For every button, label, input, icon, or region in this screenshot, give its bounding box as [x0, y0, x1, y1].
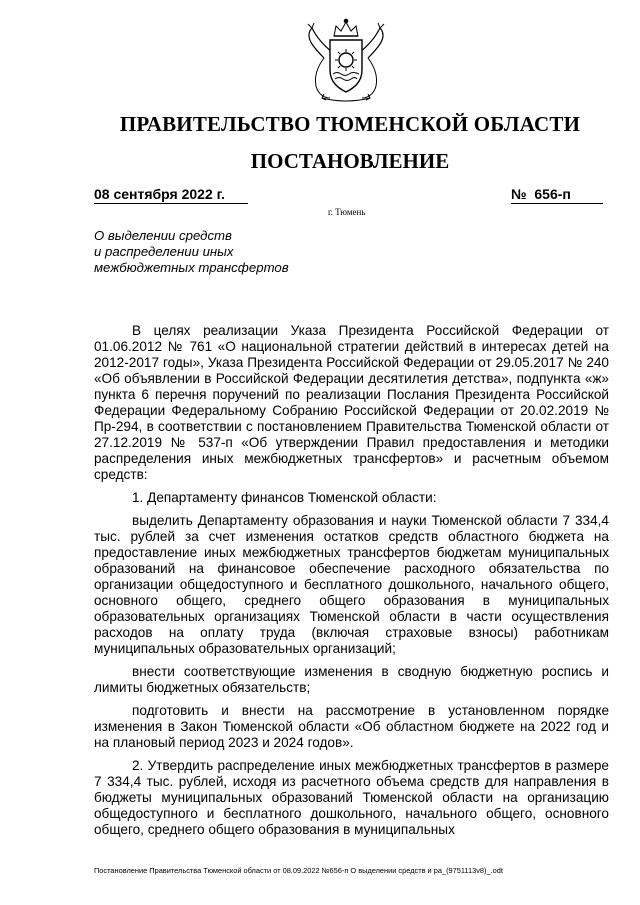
document-footer: Постановление Правительства Тюменской области от 08.09.2022 №656-п О выделении средств и ра_(9751113v8)_.odt: [94, 866, 503, 875]
preamble-paragraph: В целях реализации Указа Президента Российской Федерации от 01.06.2012 № 761 «О национальной стратегии действий в интересах детей на 2012-2017 годы», Указа Президента Российской Федерации от 29.05.2017 № 240 «Об объявлении в Российской Федерации десятилетия детства», подпункта «ж» пункта 6 перечня поручений по реализации Послания Президента Российской Федерации Федеральному Собранию Российской Федерации от 20.02.2019 № Пр-294, в соответствии с постановлением Правительства Тюменской области от 27.12.2019 № 537-п «Об утверждении Правил предоставления и методики распределения иных межбюджетных трансфертов» и расчетным объемом средств:: [94, 323, 609, 482]
number-sign: №: [511, 186, 527, 202]
document-number: [511, 186, 571, 202]
document-subject: [94, 228, 289, 276]
clause-1-prepare: подготовить и внести на рассмотрение в установленном порядке изменения в Закон Тюменской области «Об областном бюджете на 2022 год и на плановый период 2023 и 2024 годов».: [94, 703, 609, 750]
coat-of-arms-icon: [294, 14, 398, 104]
clause-1-amend: внести соответствующие изменения в сводную бюджетную роспись и лимиты бюджетных обязательств;: [94, 664, 609, 695]
clause-1: 1. Департаменту финансов Тюменской области:: [132, 490, 437, 505]
document-date: 08 сентября 2022 г.: [94, 186, 225, 202]
date-underline: [94, 203, 248, 204]
number-underline: [511, 203, 603, 204]
city-name: г. Тюмень: [328, 207, 366, 217]
document-type: ПОСТАНОВЛЕНИЕ: [250, 149, 450, 173]
subject-line: межбюджетных трансфертов: [94, 260, 289, 275]
subject-line: О выделении средств: [94, 228, 232, 243]
document-body: [94, 323, 609, 838]
clause-2: 2. Утвердить распределение иных межбюджетных трансфертов в размере 7 334,4 тыс. рублей, исходя из расчетного объема средств для направления в бюджеты муниципальных образований Тюменской области на организацию общедоступного и бесплатного дошкольного, начального общего, основного общего, среднего общего образования в муниципальных: [94, 758, 609, 837]
number-value: 656-п: [534, 186, 571, 202]
clause-1-allocate: выделить Департаменту образования и науки Тюменской области 7 334,4 тыс. рублей за счет изменения остатков средств областного бюджета на предоставление иных межбюджетных трансфертов бюджетам муниципальных образований на финансовое обеспечение расходного обязательства по организации общедоступного и бесплатного дошкольного, начального общего, основного общего, среднего общего образования в муниципальных образовательных организациях Тюменской области в части осуществления расходов на оплату труда (включая страховые взносы) работникам муниципальных образовательных организаций;: [94, 513, 609, 656]
government-title: ПРАВИТЕЛЬСТВО ТЮМЕНСКОЙ ОБЛАСТИ: [119, 112, 581, 136]
subject-line: и распределении иных: [94, 244, 234, 259]
